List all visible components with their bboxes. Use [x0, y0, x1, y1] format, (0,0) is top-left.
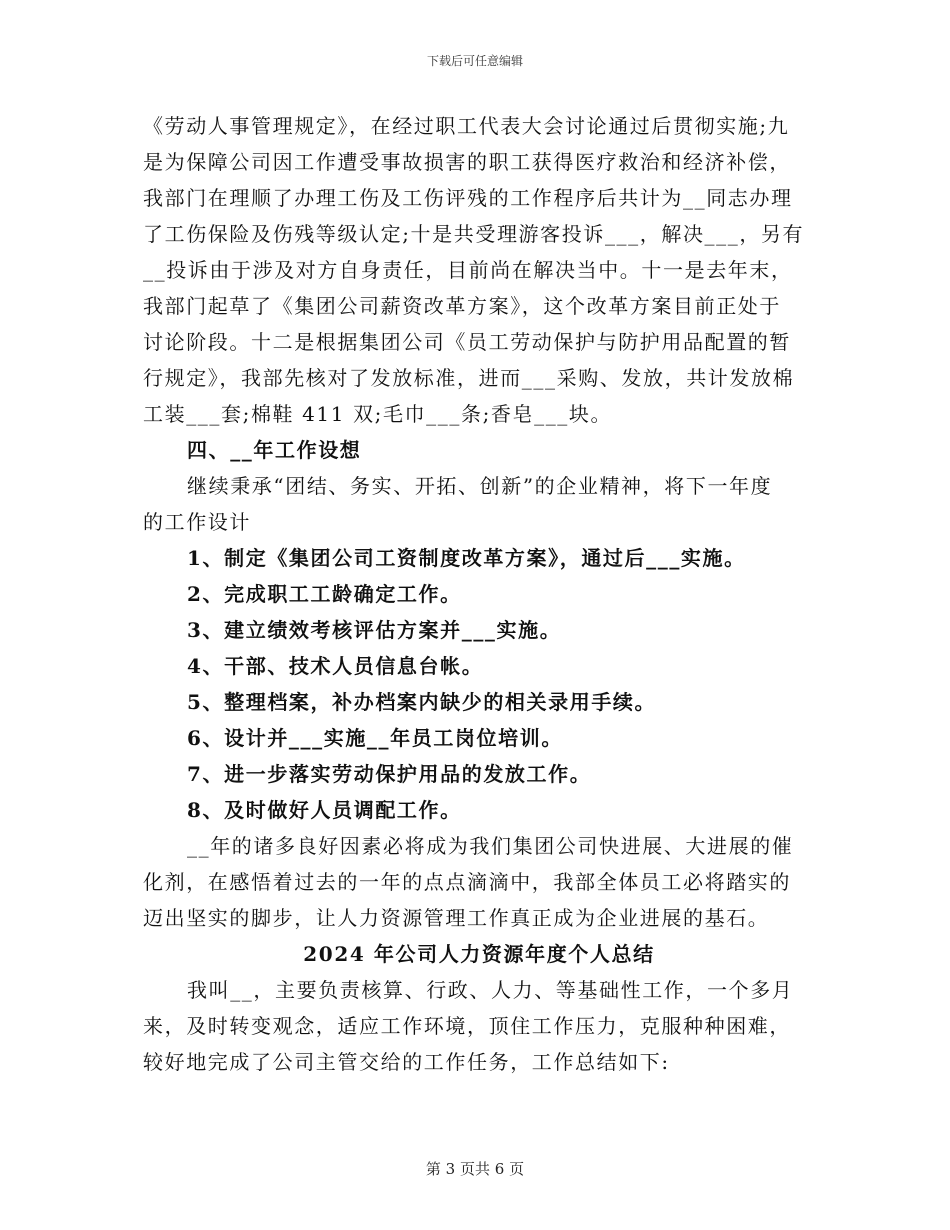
- paragraph-line: 较好地完成了公司主管交给的工作任务，工作总结如下:: [143, 1050, 670, 1074]
- page-header: 下载后可任意编辑: [426, 54, 523, 68]
- paragraph-line: 我部门起草了《集团公司薪资改革方案》，这个改革方案目前正处于: [143, 294, 781, 318]
- list-item: 1、制定《集团公司工资制度改革方案》，通过后___实施。: [187, 546, 746, 570]
- paragraph-line: 《劳动人事管理规定》，在经过职工代表大会讨论通过后贯彻实施;九: [143, 114, 790, 138]
- list-item: 6、设计并___实施__年员工岗位培训。: [187, 726, 563, 750]
- paragraph-line: 工装___套;棉鞋 411 双;毛巾___条;香皂___块。: [143, 402, 613, 426]
- section-heading: 四、__年工作设想: [187, 438, 362, 462]
- paragraph-line: 的工作设计: [143, 510, 251, 534]
- paragraph-line: __投诉由于涉及对方自身责任，目前尚在解决当中。十一是去年末，: [143, 258, 793, 282]
- paragraph-line: 继续秉承“团结、务实、开拓、创新”的企业精神，将下一年度: [187, 474, 773, 498]
- paragraph-line: 化剂，在感悟着过去的一年的点点滴滴中，我部全体员工必将踏实的: [143, 870, 791, 894]
- paragraph-line: 行规定》，我部先核对了发放标准，进而___采购、发放，共计发放棉: [143, 366, 795, 390]
- paragraph-line: __年的诸多良好因素必将成为我们集团公司快进展、大进展的催: [187, 834, 794, 858]
- section-title: 2024 年公司人力资源年度个人总结: [303, 942, 655, 966]
- paragraph-line: 是为保障公司因工作遭受事故损害的职工获得医疗救治和经济补偿，: [143, 150, 791, 174]
- paragraph-line: 我部门在理顺了办理工伤及工伤评残的工作程序后共计为__同志办理: [143, 186, 793, 210]
- page-footer: 第 3 页共 6 页: [425, 1160, 525, 1178]
- list-item: 3、建立绩效考核评估方案并___实施。: [187, 618, 562, 642]
- list-item: 5、整理档案，补办档案内缺少的相关录用手续。: [187, 690, 657, 714]
- paragraph-line: 我叫__，主要负责核算、行政、人力、等基础性工作，一个多月: [187, 978, 794, 1002]
- paragraph-line: 迈出坚实的脚步，让人力资源管理工作真正成为企业进展的基石。: [143, 906, 770, 930]
- paragraph-line: 来，及时转变观念，适应工作环境，顶住工作压力，克服种种困难，: [143, 1014, 791, 1038]
- list-item: 4、干部、技术人员信息台帐。: [187, 654, 484, 678]
- list-item: 8、及时做好人员调配工作。: [187, 798, 462, 822]
- paragraph-line: 了工伤保险及伤残等级认定;十是共受理游客投诉___，解决___，另有: [143, 222, 805, 246]
- list-item: 7、进一步落实劳动保护用品的发放工作。: [187, 762, 592, 786]
- paragraph-line: 讨论阶段。十二是根据集团公司《员工劳动保护与防护用品配置的暂: [143, 330, 791, 354]
- list-item: 2、完成职工工龄确定工作。: [187, 582, 462, 606]
- document-body: [143, 108, 815, 1080]
